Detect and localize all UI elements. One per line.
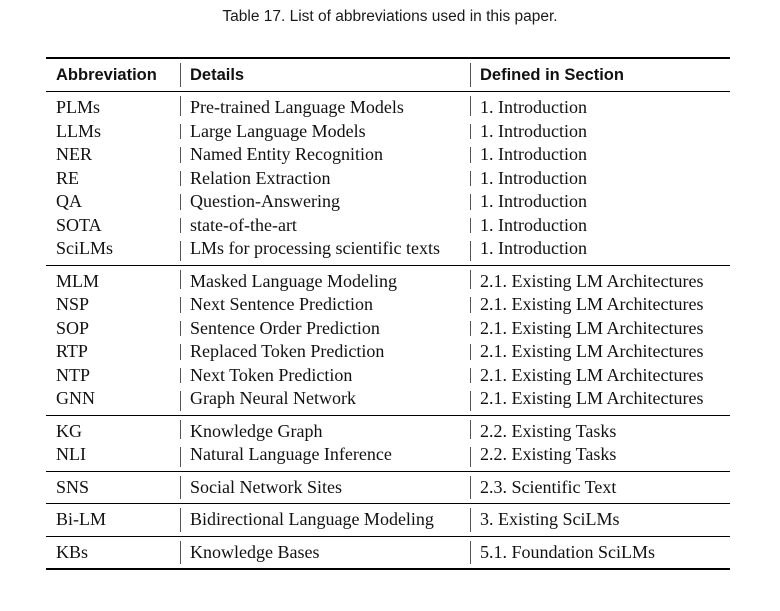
row-group bbox=[46, 265, 730, 415]
column-divider bbox=[470, 541, 471, 565]
cell-abbreviation: NTP bbox=[56, 364, 91, 385]
column-divider bbox=[180, 194, 181, 210]
cell-details: Pre-trained Language Models bbox=[180, 92, 470, 120]
cell-abbreviation: PLMs bbox=[56, 97, 101, 118]
cell-abbreviation: KBs bbox=[56, 541, 89, 562]
column-divider bbox=[470, 241, 471, 261]
cell-section: 2.1. Existing LM Architectures bbox=[470, 340, 730, 364]
column-divider bbox=[180, 447, 181, 467]
cell-section: 2.1. Existing LM Architectures bbox=[470, 317, 730, 341]
table-row bbox=[46, 143, 730, 167]
table-row bbox=[46, 387, 730, 415]
cell-abbreviation: NER bbox=[56, 144, 92, 165]
cell-section: 5.1. Foundation SciLMs bbox=[470, 536, 730, 569]
column-divider bbox=[180, 171, 181, 187]
header-row bbox=[46, 58, 730, 92]
cell-abbreviation: SOTA bbox=[56, 214, 102, 235]
column-divider bbox=[180, 508, 181, 532]
column-divider bbox=[180, 391, 181, 411]
cell-abbreviation: KG bbox=[56, 420, 82, 441]
cell-abbreviation: GNN bbox=[56, 388, 95, 409]
cell-abbreviation: Bi-LM bbox=[56, 509, 107, 530]
cell-details: Large Language Models bbox=[180, 120, 470, 144]
table-row bbox=[46, 536, 730, 569]
cell-abbreviation: MLM bbox=[56, 270, 100, 291]
cell-details: Masked Language Modeling bbox=[180, 265, 470, 293]
column-divider bbox=[180, 96, 181, 116]
cell-abbreviation: SciLMs bbox=[56, 238, 114, 259]
cell-details: Natural Language Inference bbox=[180, 443, 470, 471]
cell-section: 2.1. Existing LM Architectures bbox=[470, 265, 730, 293]
cell-section: 2.1. Existing LM Architectures bbox=[470, 364, 730, 388]
cell-abbreviation: SOP bbox=[56, 317, 90, 338]
table-row bbox=[46, 92, 730, 120]
table-row bbox=[46, 471, 730, 504]
cell-details: Next Token Prediction bbox=[180, 364, 470, 388]
column-divider bbox=[180, 218, 181, 234]
column-divider bbox=[470, 321, 471, 337]
cell-section: 1. Introduction bbox=[470, 143, 730, 167]
table-row bbox=[46, 415, 730, 443]
table-row bbox=[46, 214, 730, 238]
column-divider bbox=[180, 368, 181, 384]
cell-details: Knowledge Graph bbox=[180, 415, 470, 443]
column-divider bbox=[180, 241, 181, 261]
column-divider bbox=[180, 270, 181, 290]
cell-section: 2.3. Scientific Text bbox=[470, 471, 730, 504]
row-group bbox=[46, 536, 730, 569]
column-divider bbox=[470, 194, 471, 210]
table-row bbox=[46, 364, 730, 388]
cell-section: 3. Existing SciLMs bbox=[470, 504, 730, 537]
table-row bbox=[46, 443, 730, 471]
cell-details: Bidirectional Language Modeling bbox=[180, 504, 470, 537]
cell-details: state-of-the-art bbox=[180, 214, 470, 238]
table-row bbox=[46, 504, 730, 537]
column-divider bbox=[470, 447, 471, 467]
column-divider bbox=[470, 476, 471, 500]
column-divider bbox=[470, 63, 471, 87]
cell-section: 1. Introduction bbox=[470, 190, 730, 214]
row-group bbox=[46, 92, 730, 266]
cell-section: 2.1. Existing LM Architectures bbox=[470, 293, 730, 317]
cell-details: Replaced Token Prediction bbox=[180, 340, 470, 364]
cell-details: Sentence Order Prediction bbox=[180, 317, 470, 341]
header-defined-in-section: Defined in Section bbox=[470, 58, 730, 92]
cell-section: 1. Introduction bbox=[470, 237, 730, 265]
row-group bbox=[46, 415, 730, 471]
column-divider bbox=[470, 420, 471, 440]
column-divider bbox=[470, 297, 471, 313]
table-row bbox=[46, 167, 730, 191]
column-divider bbox=[470, 270, 471, 290]
cell-section: 1. Introduction bbox=[470, 214, 730, 238]
column-divider bbox=[180, 297, 181, 313]
table-row bbox=[46, 317, 730, 341]
cell-abbreviation: SNS bbox=[56, 476, 90, 497]
column-divider bbox=[470, 344, 471, 360]
column-divider bbox=[470, 368, 471, 384]
cell-section: 2.2. Existing Tasks bbox=[470, 443, 730, 471]
cell-details: Knowledge Bases bbox=[180, 536, 470, 569]
column-divider bbox=[470, 218, 471, 234]
table-header bbox=[46, 58, 730, 92]
column-divider bbox=[470, 124, 471, 140]
header-details: Details bbox=[180, 58, 470, 92]
cell-section: 2.2. Existing Tasks bbox=[470, 415, 730, 443]
column-divider bbox=[180, 147, 181, 163]
column-divider bbox=[470, 508, 471, 532]
column-divider bbox=[180, 420, 181, 440]
column-divider bbox=[180, 63, 181, 87]
column-divider bbox=[180, 124, 181, 140]
cell-abbreviation: RE bbox=[56, 167, 80, 188]
row-group bbox=[46, 471, 730, 504]
table-row bbox=[46, 237, 730, 265]
cell-abbreviation: NSP bbox=[56, 294, 90, 315]
table-caption: Table 17. List of abbreviations used in this paper. bbox=[222, 8, 558, 25]
cell-details: LMs for processing scientific texts bbox=[180, 237, 470, 265]
table-row bbox=[46, 120, 730, 144]
cell-abbreviation: LLMs bbox=[56, 120, 101, 141]
table-row bbox=[46, 340, 730, 364]
column-divider bbox=[180, 476, 181, 500]
column-divider bbox=[180, 321, 181, 337]
header-abbreviation: Abbreviation bbox=[56, 65, 157, 84]
cell-details: Named Entity Recognition bbox=[180, 143, 470, 167]
column-divider bbox=[470, 96, 471, 116]
cell-section: 2.1. Existing LM Architectures bbox=[470, 387, 730, 415]
abbreviations-table bbox=[46, 57, 730, 570]
cell-details: Question-Answering bbox=[180, 190, 470, 214]
cell-details: Graph Neural Network bbox=[180, 387, 470, 415]
table-row bbox=[46, 190, 730, 214]
row-group bbox=[46, 504, 730, 537]
cell-abbreviation: RTP bbox=[56, 341, 88, 362]
column-divider bbox=[470, 147, 471, 163]
cell-details: Social Network Sites bbox=[180, 471, 470, 504]
cell-section: 1. Introduction bbox=[470, 167, 730, 191]
table-row bbox=[46, 265, 730, 293]
column-divider bbox=[180, 344, 181, 360]
column-divider bbox=[180, 541, 181, 565]
column-divider bbox=[470, 171, 471, 187]
cell-abbreviation: QA bbox=[56, 191, 82, 212]
cell-details: Next Sentence Prediction bbox=[180, 293, 470, 317]
table-row bbox=[46, 293, 730, 317]
cell-section: 1. Introduction bbox=[470, 92, 730, 120]
column-divider bbox=[470, 391, 471, 411]
cell-abbreviation: NLI bbox=[56, 444, 86, 465]
cell-details: Relation Extraction bbox=[180, 167, 470, 191]
cell-section: 1. Introduction bbox=[470, 120, 730, 144]
